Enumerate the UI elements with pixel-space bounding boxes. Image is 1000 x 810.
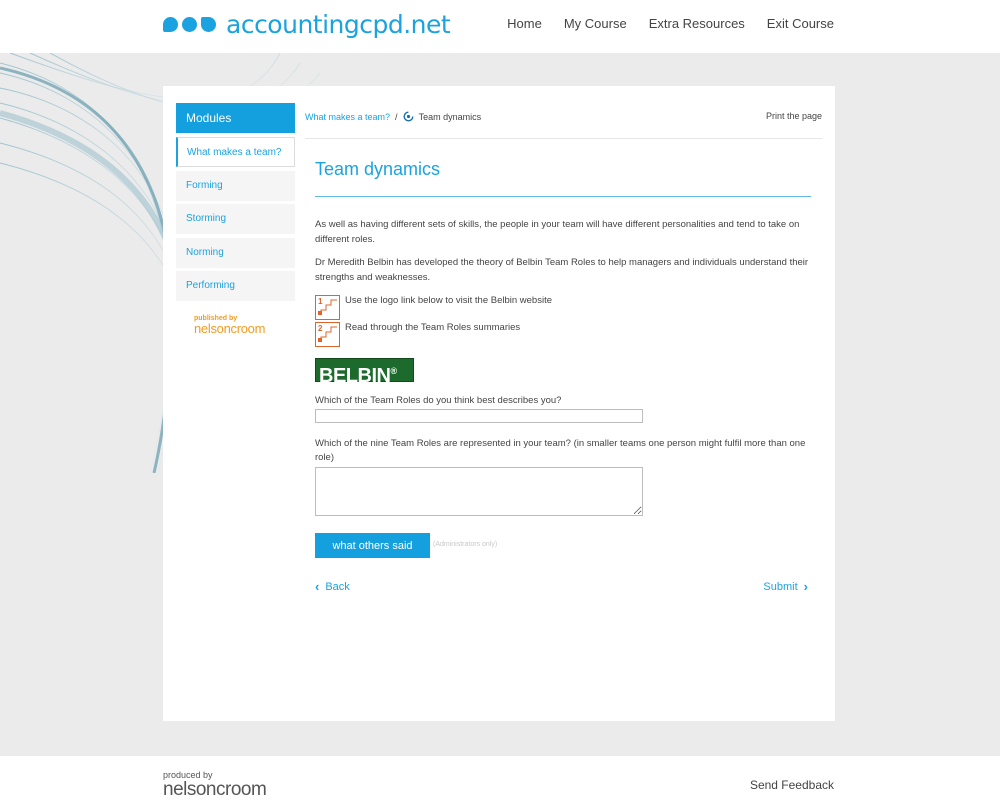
title-divider <box>315 196 811 197</box>
publisher-logo <box>194 315 265 336</box>
step-1 <box>315 295 552 320</box>
sidebar-item-storming[interactable]: Storming <box>176 204 295 234</box>
submit-label: Submit <box>763 580 798 593</box>
belbin-paragraph: Dr Meredith Belbin has developed the theory of Belbin Team Roles to help managers and individuals understand their strengths and weaknesses. <box>315 257 809 283</box>
belbin-logo-text: BELBIN <box>319 365 391 387</box>
footer-produced-by: produced by <box>163 770 213 780</box>
publisher-small-label: published by <box>194 315 238 322</box>
step-1-text: Use the logo link below to visit the Belbin website <box>345 295 553 306</box>
modules-heading: Modules <box>176 103 295 133</box>
back-button[interactable] <box>315 579 350 594</box>
step-1-number: 1 <box>318 297 323 306</box>
back-label: Back <box>325 580 350 593</box>
logo-wordmark: accountingcpd.net <box>226 10 451 39</box>
top-navigation <box>485 16 834 31</box>
logo-dots-icon <box>163 17 216 32</box>
belbin-registered-mark: ® <box>390 366 397 376</box>
step-2-icon <box>315 322 340 347</box>
footer-logo <box>163 770 266 799</box>
sidebar-item-what-makes-a-team[interactable]: What makes a team? <box>176 137 295 167</box>
question-1-label: Which of the Team Roles do you think best describes you? <box>315 395 562 406</box>
question-2-label: Which of the nine Team Roles are represented in your team? (in smaller teams one person might fulfil more than one role) <box>315 438 806 463</box>
step-1-icon <box>315 295 340 320</box>
site-header <box>0 0 1000 53</box>
sidebar-item-norming[interactable]: Norming <box>176 238 295 268</box>
nav-extra-resources[interactable]: Extra Resources <box>648 16 745 31</box>
breadcrumb-separator: / <box>395 111 398 122</box>
step-2-number: 2 <box>318 324 323 333</box>
footer-company: nelsoncroom <box>163 779 267 800</box>
administrators-only-note: (Administrators only) <box>433 541 498 548</box>
publisher-name: nelsoncroom <box>194 321 266 336</box>
site-logo[interactable] <box>163 10 450 39</box>
what-others-said-button[interactable]: what others said <box>315 533 430 558</box>
step-2 <box>315 322 520 347</box>
intro-paragraph: As well as having different sets of skills, the people in your team will have different personalities and tend to take on different roles. <box>315 219 800 245</box>
sidebar-item-forming[interactable]: Forming <box>176 171 295 201</box>
belbin-logo-link[interactable] <box>315 358 414 387</box>
page-title: Team dynamics <box>315 159 441 179</box>
step-2-text: Read through the Team Roles summaries <box>345 322 521 333</box>
breadcrumb <box>305 111 481 122</box>
nav-home[interactable]: Home <box>507 16 542 31</box>
breadcrumb-divider <box>305 138 822 139</box>
nav-my-course[interactable]: My Course <box>563 16 627 31</box>
question-1-input[interactable] <box>315 409 643 423</box>
content-card <box>163 86 835 721</box>
print-page-link[interactable]: Print the page <box>765 111 822 121</box>
send-feedback-link[interactable]: Send Feedback <box>749 778 834 792</box>
nav-exit-course[interactable]: Exit Course <box>766 16 834 31</box>
sidebar-item-performing[interactable]: Performing <box>176 271 295 301</box>
chevron-right-icon: › <box>803 579 808 594</box>
progress-target-icon <box>403 111 414 122</box>
question-2-textarea[interactable] <box>315 467 643 516</box>
breadcrumb-parent-link[interactable]: What makes a team? <box>305 111 391 122</box>
submit-button[interactable] <box>763 579 808 594</box>
chevron-left-icon: ‹ <box>315 579 320 594</box>
breadcrumb-current: Team dynamics <box>418 111 482 122</box>
site-footer <box>0 756 1000 810</box>
